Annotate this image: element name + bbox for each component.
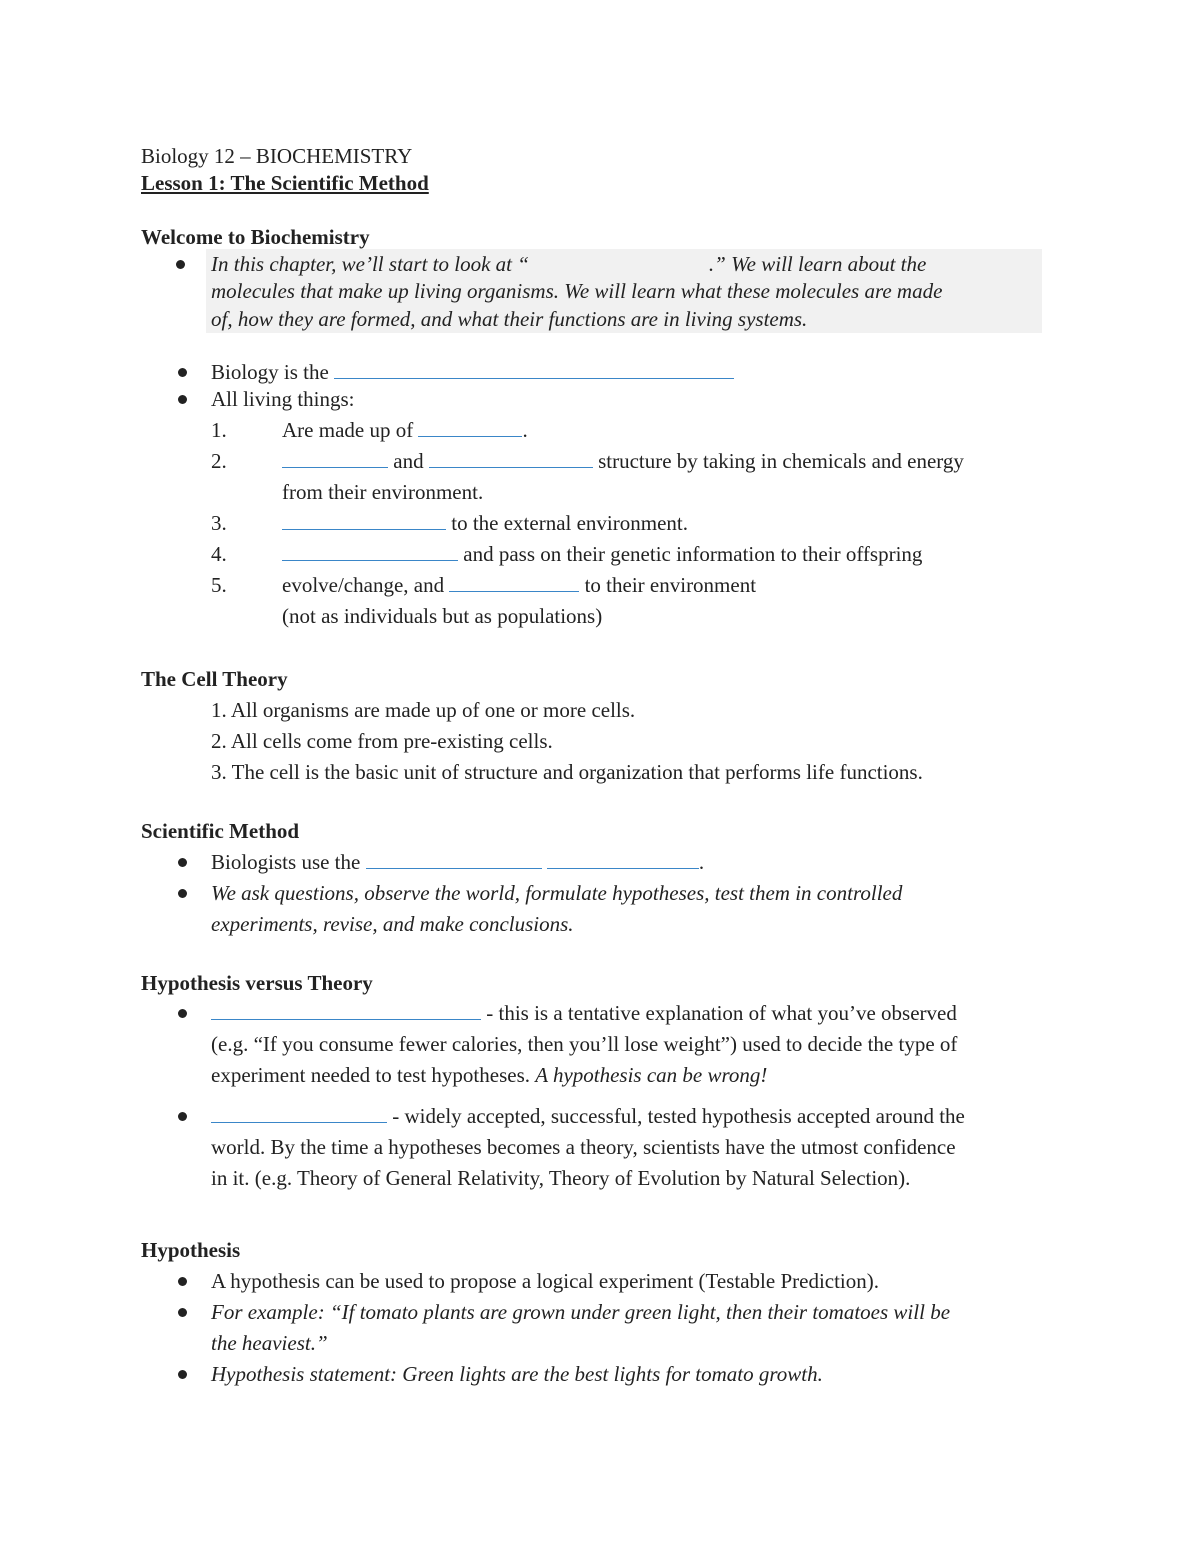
list-number: 1.: [211, 418, 227, 442]
list-item-5-cont: (not as individuals but as populations): [282, 604, 603, 628]
item-text: and pass on their genetic information to their offspring: [463, 542, 923, 566]
bullet-icon: [178, 889, 187, 898]
all-living-line: All living things:: [211, 387, 355, 411]
item-text: - widely accepted, successful, tested hypothesis accepted around the: [392, 1104, 965, 1128]
list-item-3: [282, 509, 688, 537]
scientific-method-heading: Scientific Method: [141, 819, 300, 843]
fill-blank[interactable]: [449, 571, 579, 592]
hypothesis-example-line-2: the heaviest.”: [211, 1331, 328, 1355]
item-text: evolve/change, and: [282, 573, 445, 597]
biology-is-text: Biology is the: [211, 360, 329, 384]
list-item-1: [282, 416, 528, 444]
bullet-icon: [178, 1009, 187, 1018]
fill-blank[interactable]: [429, 447, 593, 468]
bullet-icon: [178, 1370, 187, 1379]
item-text: .: [698, 850, 705, 874]
item-text: - this is a tentative explanation of what you’ve observed: [486, 1001, 957, 1025]
hypothesis-heading: Hypothesis: [141, 1238, 241, 1262]
fill-blank[interactable]: [282, 509, 446, 530]
bullet-icon: [176, 260, 185, 269]
theory-def-line-1: [211, 1102, 965, 1130]
theory-def-line-3: in it. (e.g. Theory of General Relativity, Theory of Evolution by Natural Selection).: [211, 1166, 911, 1190]
hypothesis-def-line-2: (e.g. “If you consume fewer calories, then you’ll lose weight”) used to decide the type of: [211, 1032, 958, 1056]
fill-blank[interactable]: [211, 1102, 387, 1123]
item-text: experiment needed to test hypotheses.: [211, 1063, 530, 1087]
item-text: Are made up of: [282, 418, 414, 442]
list-number: 3.: [211, 511, 227, 535]
fill-blank[interactable]: [547, 848, 699, 869]
item-text: to their environment: [584, 573, 757, 597]
hypothesis-statement: Hypothesis statement: Green lights are the best lights for tomato growth.: [211, 1362, 823, 1386]
cell-theory-heading: The Cell Theory: [141, 667, 288, 691]
welcome-heading: Welcome to Biochemistry: [141, 225, 370, 249]
fill-blank[interactable]: [418, 416, 522, 437]
fill-blank[interactable]: [282, 540, 458, 561]
bullet-icon: [178, 858, 187, 867]
item-text: Biologists use the: [211, 850, 361, 874]
cell-theory-item: 2. All cells come from pre-existing cells.: [211, 729, 553, 753]
bullet-icon: [178, 368, 187, 377]
biology-is-line: [211, 358, 734, 386]
list-number: 2.: [211, 449, 227, 473]
fill-blank[interactable]: [282, 447, 388, 468]
list-number: 4.: [211, 542, 227, 566]
list-item-2: [282, 447, 964, 475]
hyp-vs-theory-heading: Hypothesis versus Theory: [141, 971, 373, 995]
theory-def-line-2: world. By the time a hypotheses becomes a theory, scientists have the utmost confidence: [211, 1135, 956, 1159]
hypothesis-item-1: A hypothesis can be used to propose a logical experiment (Testable Prediction).: [211, 1269, 880, 1293]
fill-blank[interactable]: [334, 358, 734, 379]
biologists-use-line: [211, 848, 704, 876]
item-text: to the external environment.: [451, 511, 689, 535]
item-text: .: [522, 418, 528, 442]
cell-theory-item: 1. All organisms are made up of one or more cells.: [211, 698, 636, 722]
hypothesis-def-line-1: [211, 999, 957, 1027]
item-text: structure by taking in chemicals and energy: [598, 449, 964, 473]
hypothesis-example-line-1: For example: “If tomato plants are grown under green light, then their tomatoes will be: [211, 1300, 951, 1324]
list-item-4: [282, 540, 922, 568]
intro-line-1: [211, 250, 926, 278]
hypothesis-warning: A hypothesis can be wrong!: [535, 1063, 768, 1087]
list-item-2-cont: from their environment.: [282, 480, 484, 504]
bullet-icon: [178, 395, 187, 404]
lesson-title: Lesson 1: The Scientific Method: [141, 171, 429, 195]
bullet-icon: [178, 1308, 187, 1317]
intro-line-2: molecules that make up living organisms. We will learn what these molecules are made: [211, 279, 943, 303]
intro-text-a: In this chapter, we’ll start to look at “: [211, 252, 529, 276]
intro-line-3: of, how they are formed, and what their functions are in living systems.: [211, 307, 808, 331]
method-steps-line-2: experiments, revise, and make conclusions.: [211, 912, 574, 936]
fill-blank[interactable]: [211, 999, 481, 1020]
list-item-5: [282, 571, 756, 599]
intro-text-b: .” We will learn about the: [708, 252, 927, 276]
item-text: and: [393, 449, 424, 473]
bullet-icon: [178, 1277, 187, 1286]
cell-theory-item: 3. The cell is the basic unit of structure and organization that performs life functions.: [211, 760, 923, 784]
method-steps-line-1: We ask questions, observe the world, formulate hypotheses, test them in controlled: [211, 881, 903, 905]
document-title: Biology 12 – BIOCHEMISTRY: [141, 144, 413, 168]
hypothesis-def-line-3: [211, 1061, 767, 1089]
bullet-icon: [178, 1112, 187, 1121]
list-number: 5.: [211, 573, 227, 597]
fill-blank[interactable]: [366, 848, 542, 869]
